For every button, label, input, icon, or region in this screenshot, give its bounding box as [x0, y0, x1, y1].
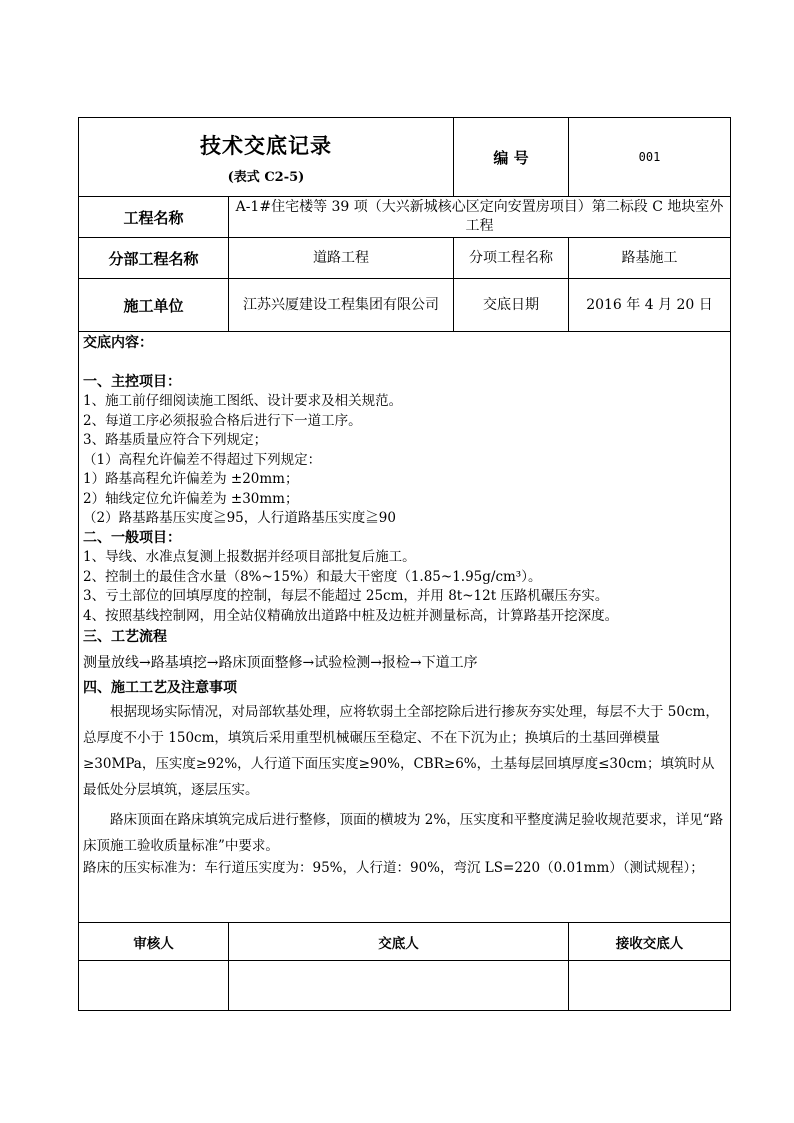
presenter-label-text: 交底人	[378, 935, 419, 952]
title-cell	[79, 118, 454, 197]
number-label: 编 号	[454, 118, 569, 197]
reviewer-label-text: 审核人	[133, 935, 174, 952]
section-2-line: 1、导线、水准点复测上报数据并经项目部批复后施工。	[83, 549, 416, 565]
reviewer-signature-cell[interactable]	[79, 961, 229, 1011]
unit-label: 施工单位	[79, 279, 229, 332]
project-name-label: 工程名称	[79, 197, 229, 238]
subitem-label: 分项工程名称	[454, 238, 569, 279]
form-code: (表式 C2-5)	[227, 169, 305, 185]
receiver-label	[569, 923, 731, 961]
section-2-title: 二、一般项目：	[83, 529, 181, 546]
technical-briefing-form	[78, 117, 730, 1011]
form-table	[78, 117, 731, 1011]
reviewer-label	[79, 923, 229, 961]
section-2-line: 3、亏土部位的回填厚度的控制，每层不能超过 25cm，并用 8t~12t 压路机碾压夯实。	[83, 588, 609, 604]
briefing-content	[79, 332, 731, 923]
subitem-value: 路基施工	[569, 238, 731, 279]
section-4-paragraph: 路床顶面在路床填筑完成后进行整修，顶面的横坡为 2%，压实度和平整度满足验收规范要求，详见“路床顶施工验收质量标准”中要求。	[83, 811, 724, 854]
section-4-paragraph: 根据现场实际情况，对局部软基处理，应将软弱土全部挖除后进行掺灰夯实处理，每层不大于 50cm，总厚度不小于 150cm，填筑后采用重型机械碾压至稳定、不在下沉为止；换填后的土基回弹模量≥30MPa，压实度≥92%，人行道下面压实度≥90%，CBR≥6%，土基每层回填厚度≤30cm；填筑时从最低处分层填筑，逐层压实。	[83, 703, 719, 798]
number-value: 001	[569, 118, 731, 197]
presenter-label	[229, 923, 569, 961]
division-label: 分部工程名称	[79, 238, 229, 279]
section-1-line: 1、施工前仔细阅读施工图纸、设计要求及相关规范。	[83, 393, 403, 409]
date-label: 交底日期	[454, 279, 569, 332]
section-1-line: （1）高程允许偏差不得超过下列规定：	[83, 451, 322, 468]
section-1-line: 1）路基高程允许偏差为 ±20mm；	[83, 471, 299, 487]
section-4-paragraph: 路床的压实标准为：车行道压实度为：95%，人行道：90%，弯沉 LS=220（0.01mm）（测试规程）；	[83, 859, 704, 876]
section-2-line: 4、按照基线控制网，用全站仪精确放出道路中桩及边桩并测量标高，计算路基开挖深度。	[83, 607, 619, 624]
section-4-title: 四、施工工艺及注意事项	[83, 680, 237, 696]
form-title: 技术交底记录	[200, 132, 332, 158]
presenter-signature-cell[interactable]	[229, 961, 569, 1011]
receiver-signature-cell[interactable]	[569, 961, 731, 1011]
date-value: 2016 年 4 月 20 日	[569, 279, 731, 332]
section-1-line: 3、路基质量应符合下列规定；	[83, 432, 268, 448]
section-1-title: 一、主控项目：	[83, 373, 181, 390]
section-1-line: 2、每道工序必须报验合格后进行下一道工序。	[83, 412, 362, 429]
section-3-title: 三、工艺流程	[83, 629, 167, 645]
project-name-value: A-1#住宅楼等 39 项（大兴新城核心区定向安置房项目）第二标段 C 地块室外工程	[229, 197, 731, 238]
content-heading: 交底内容：	[83, 335, 153, 351]
section-2-line: 2、控制土的最佳含水量（8%~15%）和最大干密度（1.85~1.95g/cm³）。	[83, 568, 542, 585]
division-value: 道路工程	[229, 238, 454, 279]
process-flow: 测量放线→路基填挖→路床顶面整修→试验检测→报检→下道工序	[83, 654, 478, 671]
receiver-label-text: 接收交底人	[615, 935, 684, 952]
section-1-line: 2）轴线定位允许偏差为 ±30mm；	[83, 490, 299, 507]
unit-value: 江苏兴厦建设工程集团有限公司	[229, 279, 454, 332]
section-1-line: （2）路基路基压实度≧95，人行道路基压实度≧90	[83, 510, 396, 526]
